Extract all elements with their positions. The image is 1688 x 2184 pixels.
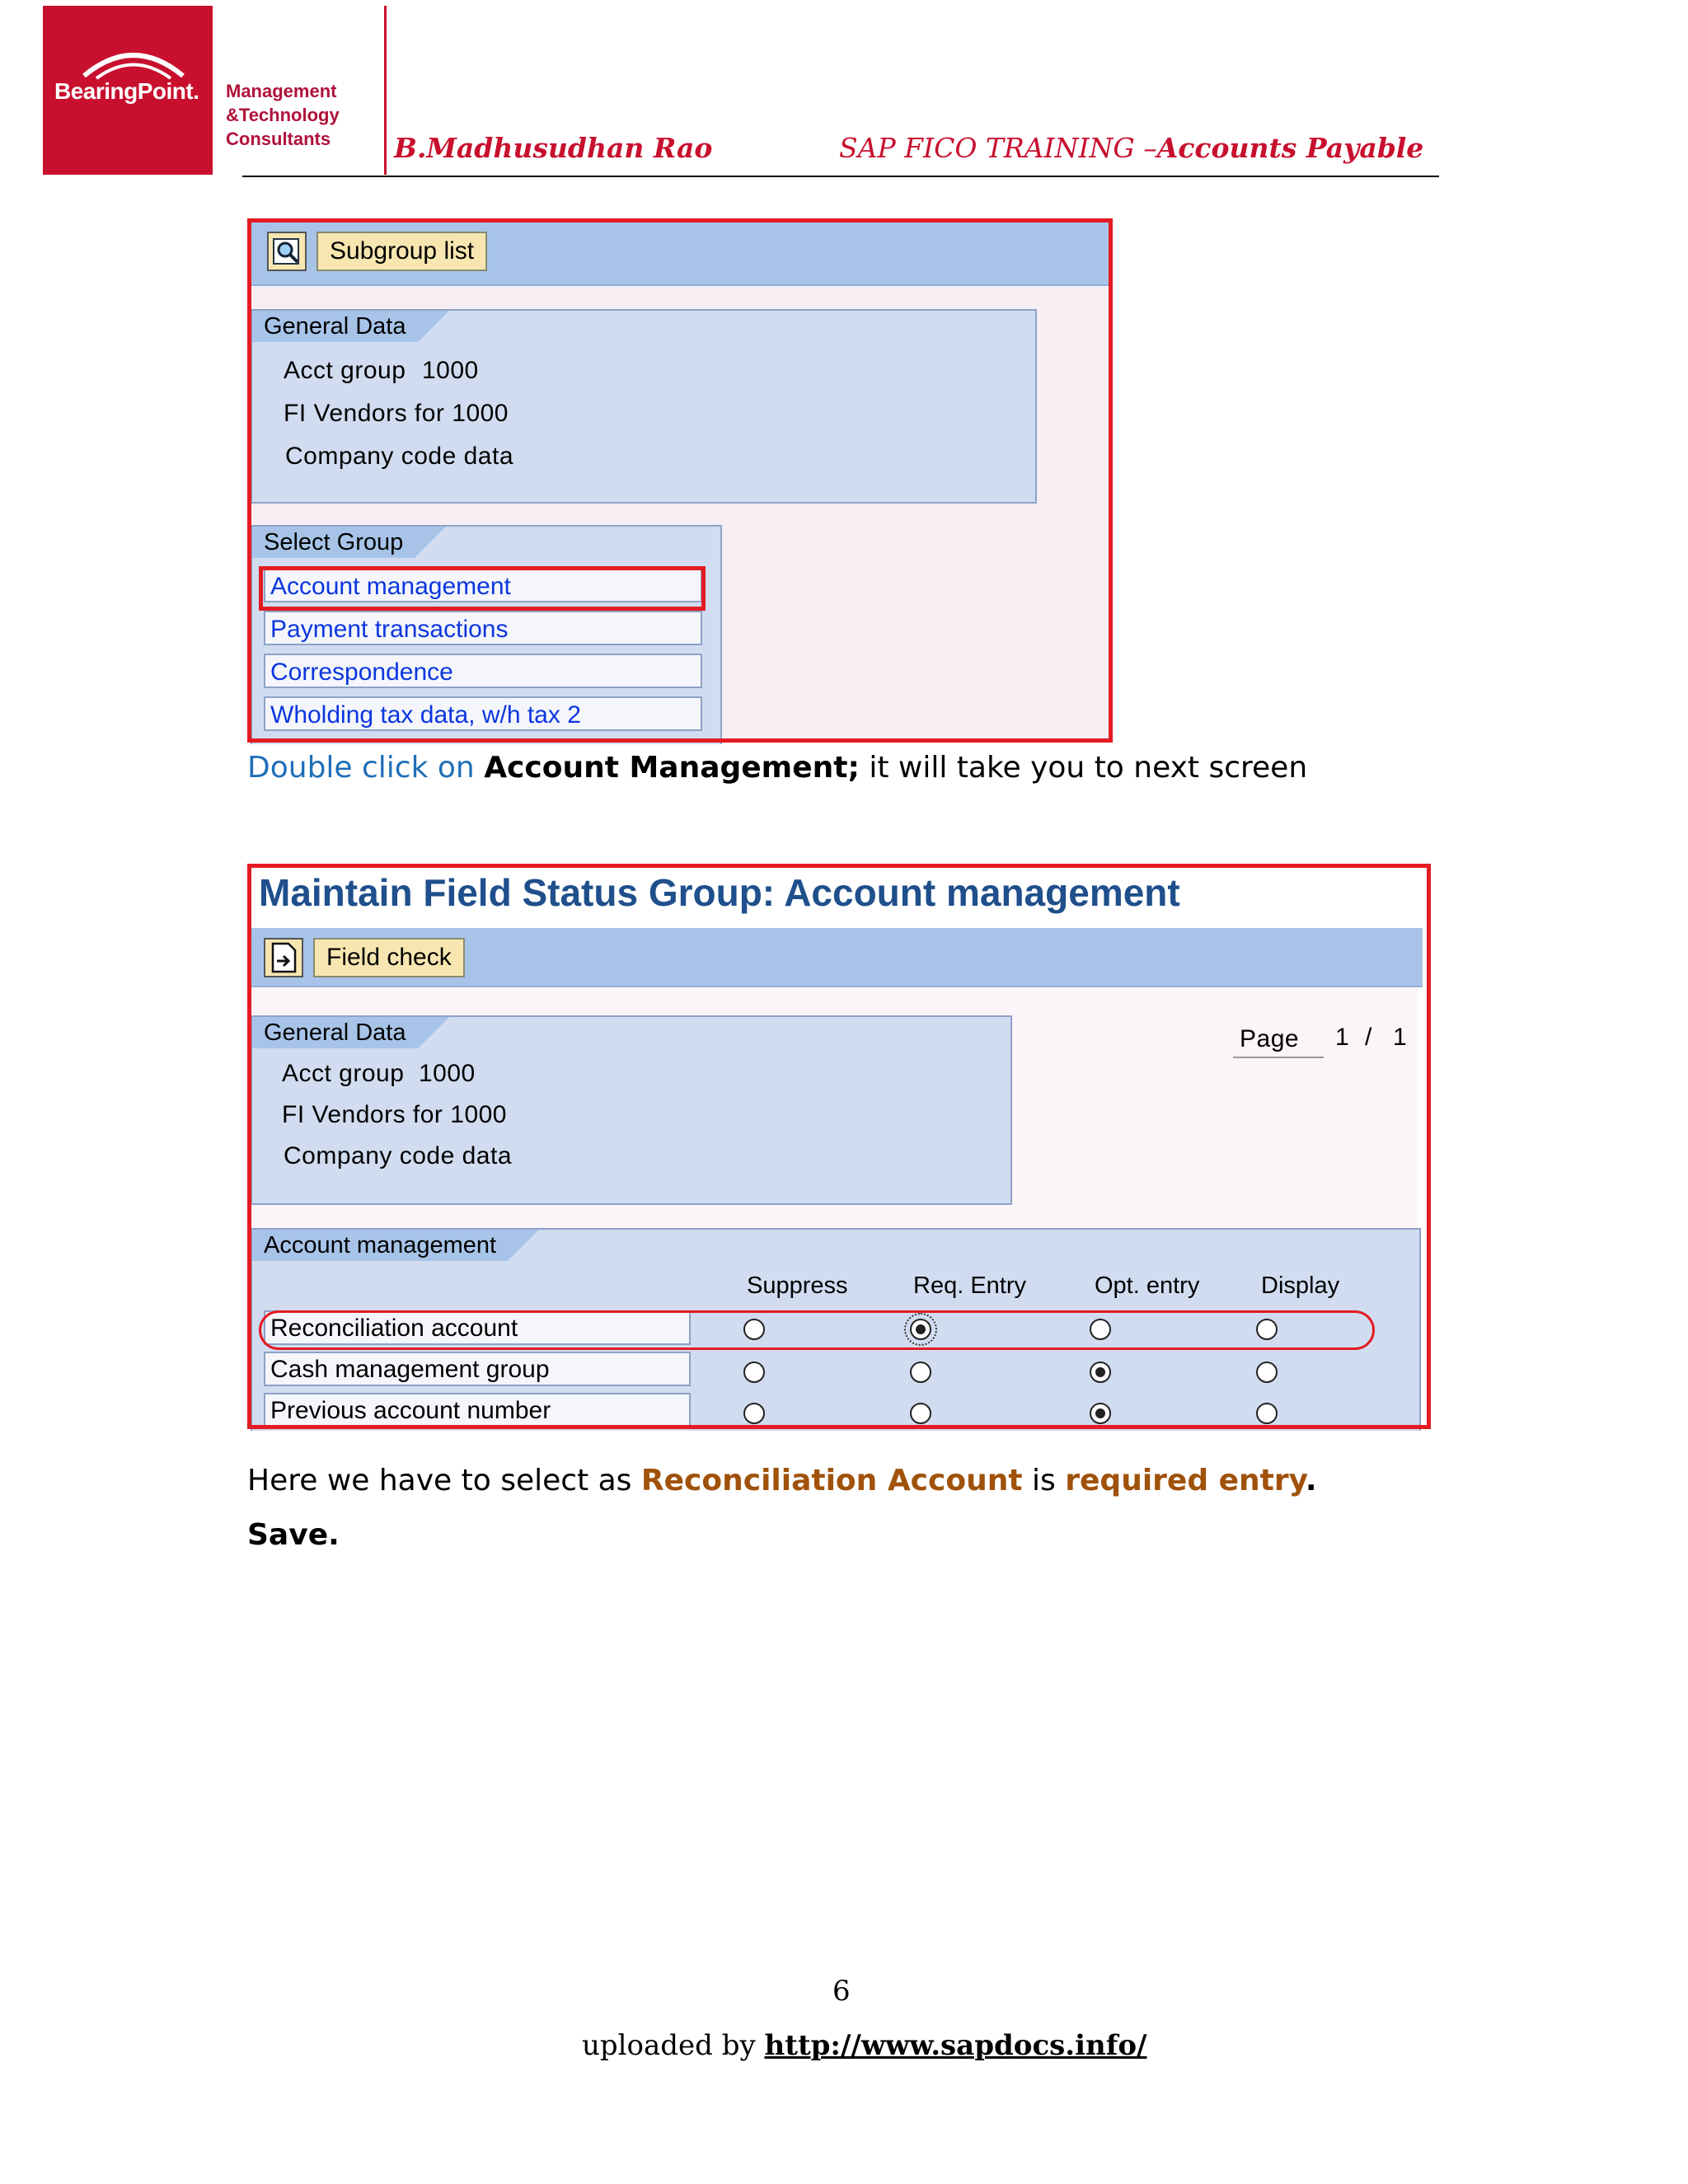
page-total: 1 [1393,1024,1408,1051]
footer-upload [582,2029,1146,2062]
group-link-correspondence[interactable]: Correspondence [264,654,702,688]
sap-screen-field-status [247,864,1418,1429]
instruction-target: Account Management; [484,751,860,785]
general-data-title: General Data [252,1017,418,1048]
logo-tagline-2: &Technology [226,105,340,125]
instruction-double-click [247,751,1307,785]
logo-tagline-3: Consultants [226,129,331,149]
page-number: 6 [832,1975,851,2008]
course-title [839,132,1423,164]
select-group-title: Select Group [252,527,415,558]
general-data-title: General Data [252,311,418,342]
col-suppress: Suppress [747,1272,848,1299]
acct-group-value: 1000 [419,1060,476,1087]
page-current: 1 [1335,1024,1350,1051]
instruction-prefix: Double click on [247,751,475,785]
field-previous-account-number: Previous account number [264,1393,691,1427]
account-management-title: Account management [252,1230,508,1261]
acct-group-label: Acct group [282,1060,405,1087]
acct-group-description: FI Vendors for 1000 [282,1101,507,1128]
screen-title: Maintain Field Status Group: Account management [259,871,1180,914]
data-type-label: Company code data [285,443,514,470]
col-display: Display [1261,1272,1340,1299]
highlight-account-management [259,566,706,611]
logo-wordmark: BearingPoint. [54,78,199,104]
author-name: B.Madhusudhan Rao [394,132,713,164]
page-label: Page [1233,1025,1324,1058]
sap-screen-select-group [247,218,1113,743]
acct-group-description: FI Vendors for 1000 [284,400,509,427]
instruction-suffix: it will take you to next screen [869,751,1308,785]
uploaded-by-label: uploaded by [582,2029,756,2062]
instruction2-highlight-2: required entry [1065,1464,1306,1497]
header-divider-horizontal [242,176,1439,177]
sapdocs-link[interactable]: http://www.sapdocs.info/ [764,2029,1147,2062]
acct-group-label: Acct group [284,357,406,384]
data-type-label: Company code data [284,1142,513,1169]
highlight-frame-screen1 [247,218,1113,743]
field-check-button[interactable]: Field check [313,938,465,977]
header-divider-vertical [384,6,387,175]
group-link-account-management[interactable]: Account management [264,568,702,602]
save-text: Save. [247,1518,340,1552]
field-reconciliation-account: Reconciliation account [264,1310,691,1345]
instruction2-end: . [1305,1464,1317,1497]
col-opt-entry: Opt. entry [1095,1272,1200,1299]
instruction2-middle: is [1032,1464,1056,1497]
field-cash-management-group: Cash management group [264,1352,691,1386]
page-separator: / [1365,1024,1372,1051]
subgroup-list-button[interactable]: Subgroup list [316,232,487,271]
instruction-required-entry [247,1464,1317,1497]
group-link-payment-transactions[interactable]: Payment transactions [264,611,702,645]
logo-tagline-1: Management [226,81,337,101]
course-topic: Accounts Payable [1156,132,1424,164]
group-link-withholding-tax[interactable]: Wholding tax data, w/h tax 2 [264,696,702,731]
col-req-entry: Req. Entry [913,1272,1026,1299]
acct-group-value: 1000 [422,357,479,384]
highlight-frame-screen2 [247,864,1431,1429]
course-prefix: SAP FICO TRAINING – [839,132,1157,164]
bearingpoint-logo [43,6,213,175]
instruction2-prefix: Here we have to select as [247,1464,632,1497]
instruction2-highlight-1: Reconciliation Account [640,1464,1023,1497]
